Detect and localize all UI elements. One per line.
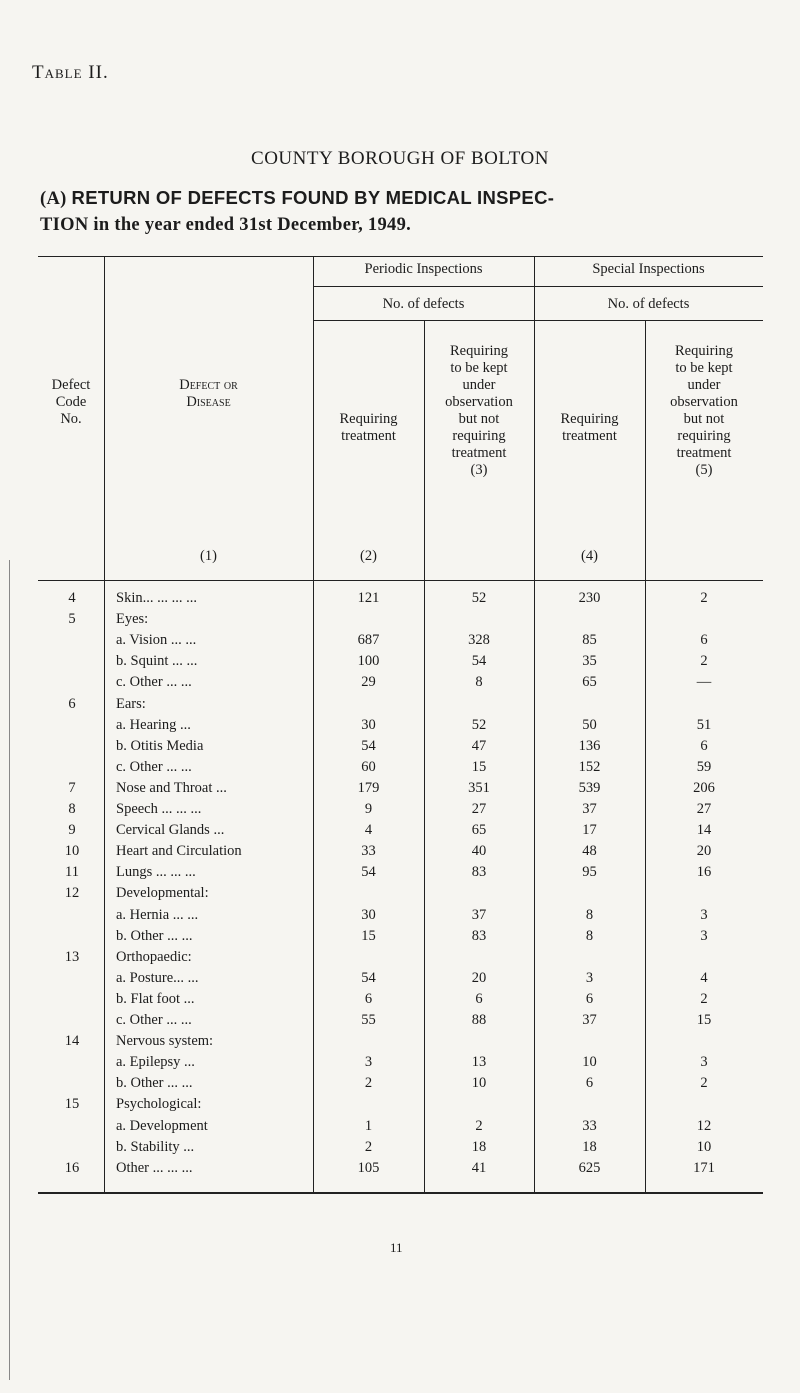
special-requiring-treatment-header (534, 411, 645, 445)
table-bottom-rule (38, 1192, 763, 1194)
row-periodic-treatment: 60 (361, 758, 376, 775)
row-disease: Speech ... ... ... (116, 801, 202, 817)
row-periodic-observation: 54 (471, 653, 487, 670)
row-special-observation: 3 (700, 927, 708, 944)
row-special-treatment: 136 (578, 737, 601, 754)
row-special-observation: 59 (696, 758, 712, 775)
row-periodic-treatment: 100 (357, 653, 380, 670)
row-special-treatment: 33 (582, 1117, 597, 1134)
row-disease: Skin... ... ... ... (116, 590, 197, 606)
row-special-observation: 2 (700, 653, 708, 670)
row-special-observation: — (696, 674, 712, 691)
row-special-treatment: 37 (582, 801, 597, 817)
row-code: 14 (64, 1033, 80, 1050)
row-disease: Developmental: (116, 885, 209, 902)
row-disease: c. Other ... ... (116, 1012, 192, 1028)
row-disease: b. Other ... ... (116, 927, 193, 944)
scan-edge-line (9, 560, 10, 1380)
subtitle-line-2: TION in the year ended 31st December, 1949. (40, 215, 412, 235)
row-disease: a. Posture... ... (116, 969, 199, 986)
row-disease: b. Stability ... (116, 1138, 195, 1155)
row-periodic-treatment: 30 (361, 906, 376, 923)
row-periodic-treatment: 33 (361, 843, 376, 860)
row-periodic-treatment: 54 (361, 969, 376, 986)
row-code: 6 (68, 695, 76, 712)
row-periodic-observation: 40 (471, 843, 487, 860)
row-periodic-observation: 88 (471, 1012, 487, 1028)
row-periodic-treatment: 55 (361, 1012, 376, 1028)
row-periodic-treatment: 4 (364, 822, 373, 839)
row-special-observation: 27 (696, 801, 712, 817)
row-special-treatment: 17 (582, 822, 597, 839)
defect-disease-header (104, 377, 313, 411)
row-periodic-treatment: 3 (364, 1054, 373, 1071)
row-disease: Orthopaedic: (116, 948, 192, 965)
table-subtitle (40, 185, 760, 238)
row-code: 15 (64, 1096, 80, 1113)
row-disease: Lungs ... ... ... (116, 864, 196, 881)
obs-line-5: but not (458, 411, 500, 427)
row-disease: Heart and Circulation (116, 843, 242, 860)
row-disease: a. Hernia ... ... (116, 906, 199, 923)
row-special-treatment: 35 (582, 653, 597, 670)
row-special-treatment: 85 (582, 632, 597, 649)
col-3-number: (3) (470, 462, 488, 478)
row-periodic-observation: 10 (471, 1075, 487, 1092)
row-code: 16 (64, 1159, 80, 1176)
row-special-treatment: 8 (585, 906, 594, 923)
obs-line-2: to be kept (450, 360, 508, 376)
inspections-group-rule (313, 286, 763, 287)
row-code: 8 (68, 801, 76, 817)
obs-line-1: Requiring (450, 343, 508, 359)
row-periodic-observation: 8 (475, 674, 483, 691)
code-header-line-2: Code (55, 394, 87, 410)
row-periodic-observation: 65 (471, 822, 487, 839)
sp-obs-line-4: observation (670, 394, 738, 410)
row-periodic-treatment: 105 (357, 1159, 380, 1176)
row-special-observation: 16 (696, 864, 712, 881)
row-periodic-treatment: 1 (364, 1117, 373, 1134)
row-disease: Other ... ... ... (116, 1159, 193, 1176)
row-periodic-observation: 18 (471, 1138, 487, 1155)
periodic-observation-header (424, 343, 534, 479)
row-periodic-treatment: 6 (364, 990, 373, 1007)
row-special-treatment: 6 (585, 1075, 594, 1092)
table-label: Table II. (32, 62, 109, 83)
row-special-observation: 14 (696, 822, 712, 839)
periodic-requiring-treatment-header (313, 411, 424, 445)
page-title: COUNTY BOROUGH OF BOLTON (251, 148, 549, 169)
row-periodic-treatment: 687 (357, 632, 380, 649)
row-periodic-treatment: 179 (357, 779, 380, 796)
col-1-number: (1) (200, 548, 217, 564)
row-periodic-observation: 2 (475, 1117, 483, 1134)
row-special-observation: 2 (700, 590, 708, 606)
row-periodic-treatment: 121 (357, 590, 380, 606)
row-special-treatment: 230 (578, 590, 601, 606)
row-periodic-observation: 41 (471, 1159, 487, 1176)
row-special-treatment: 3 (585, 969, 594, 986)
row-code: 7 (68, 779, 76, 796)
row-special-treatment: 50 (582, 716, 597, 733)
row-code: 4 (68, 590, 76, 606)
row-periodic-observation: 83 (471, 927, 487, 944)
subtitle-prefix: (A) (40, 189, 67, 209)
row-special-observation: 4 (700, 969, 708, 986)
row-periodic-observation: 13 (471, 1054, 487, 1071)
obs-line-7: treatment (451, 445, 507, 461)
row-disease: c. Other ... ... (116, 758, 192, 775)
row-periodic-observation: 15 (471, 758, 487, 775)
periodic-inspections-header: Periodic Inspections (364, 261, 483, 277)
row-periodic-treatment: 29 (361, 674, 376, 691)
row-periodic-observation: 83 (471, 864, 487, 881)
col-5-number: (5) (695, 462, 713, 478)
row-special-observation: 6 (700, 737, 708, 754)
row-disease: Psychological: (116, 1096, 202, 1113)
row-special-observation: 171 (693, 1159, 715, 1176)
row-special-observation: 10 (696, 1138, 712, 1155)
row-code: 11 (65, 864, 79, 881)
row-special-observation: 2 (700, 1075, 708, 1092)
row-special-treatment: 48 (582, 843, 597, 860)
obs-line-3: under (462, 377, 496, 393)
req-treat-line-2: treatment (341, 428, 396, 444)
col-4-number: (4) (581, 548, 598, 564)
sp-obs-line-6: requiring (677, 428, 731, 444)
row-disease: a. Epilepsy ... (116, 1054, 195, 1071)
row-periodic-treatment: 9 (364, 801, 373, 817)
row-disease: b. Squint ... ... (116, 653, 198, 670)
row-periodic-observation: 52 (471, 716, 487, 733)
row-periodic-observation: 6 (475, 990, 483, 1007)
obs-line-4: observation (445, 394, 513, 410)
row-code: 5 (68, 611, 76, 628)
row-special-treatment: 18 (582, 1138, 597, 1155)
row-special-treatment: 539 (578, 779, 601, 796)
row-special-observation: 51 (696, 716, 712, 733)
row-disease: b. Otitis Media (116, 737, 204, 754)
code-header-line-1: Defect (51, 377, 91, 393)
row-disease: Ears: (116, 695, 146, 712)
row-code: 12 (64, 885, 80, 902)
row-disease: a. Vision ... ... (116, 632, 197, 649)
code-header-line-3: No. (60, 411, 82, 427)
special-observation-header (645, 343, 763, 479)
row-periodic-observation: 328 (468, 632, 490, 649)
row-periodic-treatment: 54 (361, 737, 376, 754)
row-special-observation: 3 (700, 906, 708, 923)
row-special-treatment: 95 (582, 864, 597, 881)
row-special-treatment: 65 (582, 674, 597, 691)
row-disease: a. Hearing ... (116, 716, 191, 733)
row-code: 10 (64, 843, 80, 860)
row-periodic-observation: 27 (471, 801, 487, 817)
row-periodic-observation: 37 (471, 906, 487, 923)
row-disease: b. Flat foot ... (116, 990, 195, 1007)
row-periodic-treatment: 54 (361, 864, 376, 881)
row-periodic-observation: 20 (471, 969, 487, 986)
row-special-treatment: 152 (578, 758, 601, 775)
col-2-number: (2) (360, 548, 377, 564)
row-special-observation: 12 (696, 1117, 712, 1134)
disease-header-line-2: Disease (186, 394, 231, 410)
row-disease: c. Other ... ... (116, 674, 192, 691)
sp-obs-line-5: but not (683, 411, 725, 427)
row-special-observation: 20 (696, 843, 712, 860)
periodic-no-defects-header: No. of defects (382, 296, 465, 312)
sp-obs-line-2: to be kept (675, 360, 733, 376)
row-periodic-observation: 351 (468, 779, 490, 796)
disease-header-line-1: Defect or (179, 377, 238, 393)
defect-code-header (38, 377, 104, 428)
subtitle-line-1: RETURN OF DEFECTS FOUND BY MEDICAL INSPEC- (71, 187, 555, 208)
row-periodic-treatment: 30 (361, 716, 376, 733)
row-periodic-observation: 52 (471, 590, 487, 606)
row-special-observation: 6 (700, 632, 708, 649)
page-number: 11 (390, 1240, 403, 1255)
special-no-defects-header: No. of defects (607, 296, 690, 312)
row-special-treatment: 10 (582, 1054, 597, 1071)
row-special-observation: 206 (693, 779, 715, 796)
req-treat-line-1: Requiring (339, 411, 398, 427)
row-disease: b. Other ... ... (116, 1075, 193, 1092)
row-disease: Cervical Glands ... (116, 822, 225, 839)
row-special-treatment: 37 (582, 1012, 597, 1028)
header-bottom-rule (38, 580, 763, 581)
row-code: 9 (68, 822, 76, 839)
row-periodic-observation: 47 (471, 737, 487, 754)
row-code: 13 (64, 948, 80, 965)
obs-line-6: requiring (452, 428, 506, 444)
row-disease: Eyes: (116, 611, 149, 628)
row-disease: Nervous system: (116, 1033, 214, 1050)
row-periodic-treatment: 15 (361, 927, 376, 944)
row-disease: Nose and Throat ... (116, 779, 227, 796)
sp-req-treat-line-1: Requiring (560, 411, 619, 427)
row-special-observation: 2 (700, 990, 708, 1007)
row-special-treatment: 6 (585, 990, 594, 1007)
row-periodic-treatment: 2 (364, 1075, 373, 1092)
table-top-rule (38, 256, 763, 257)
row-disease: a. Development (116, 1117, 208, 1134)
row-special-treatment: 625 (578, 1159, 601, 1176)
sp-obs-line-3: under (687, 377, 721, 393)
special-inspections-header: Special Inspections (592, 261, 705, 277)
row-special-observation: 3 (700, 1054, 708, 1071)
sp-obs-line-7: treatment (676, 445, 732, 461)
sp-req-treat-line-2: treatment (562, 428, 617, 444)
row-special-observation: 15 (696, 1012, 712, 1028)
defects-group-rule (313, 320, 763, 321)
row-special-treatment: 8 (585, 927, 594, 944)
sp-obs-line-1: Requiring (675, 343, 733, 359)
row-periodic-treatment: 2 (364, 1138, 373, 1155)
